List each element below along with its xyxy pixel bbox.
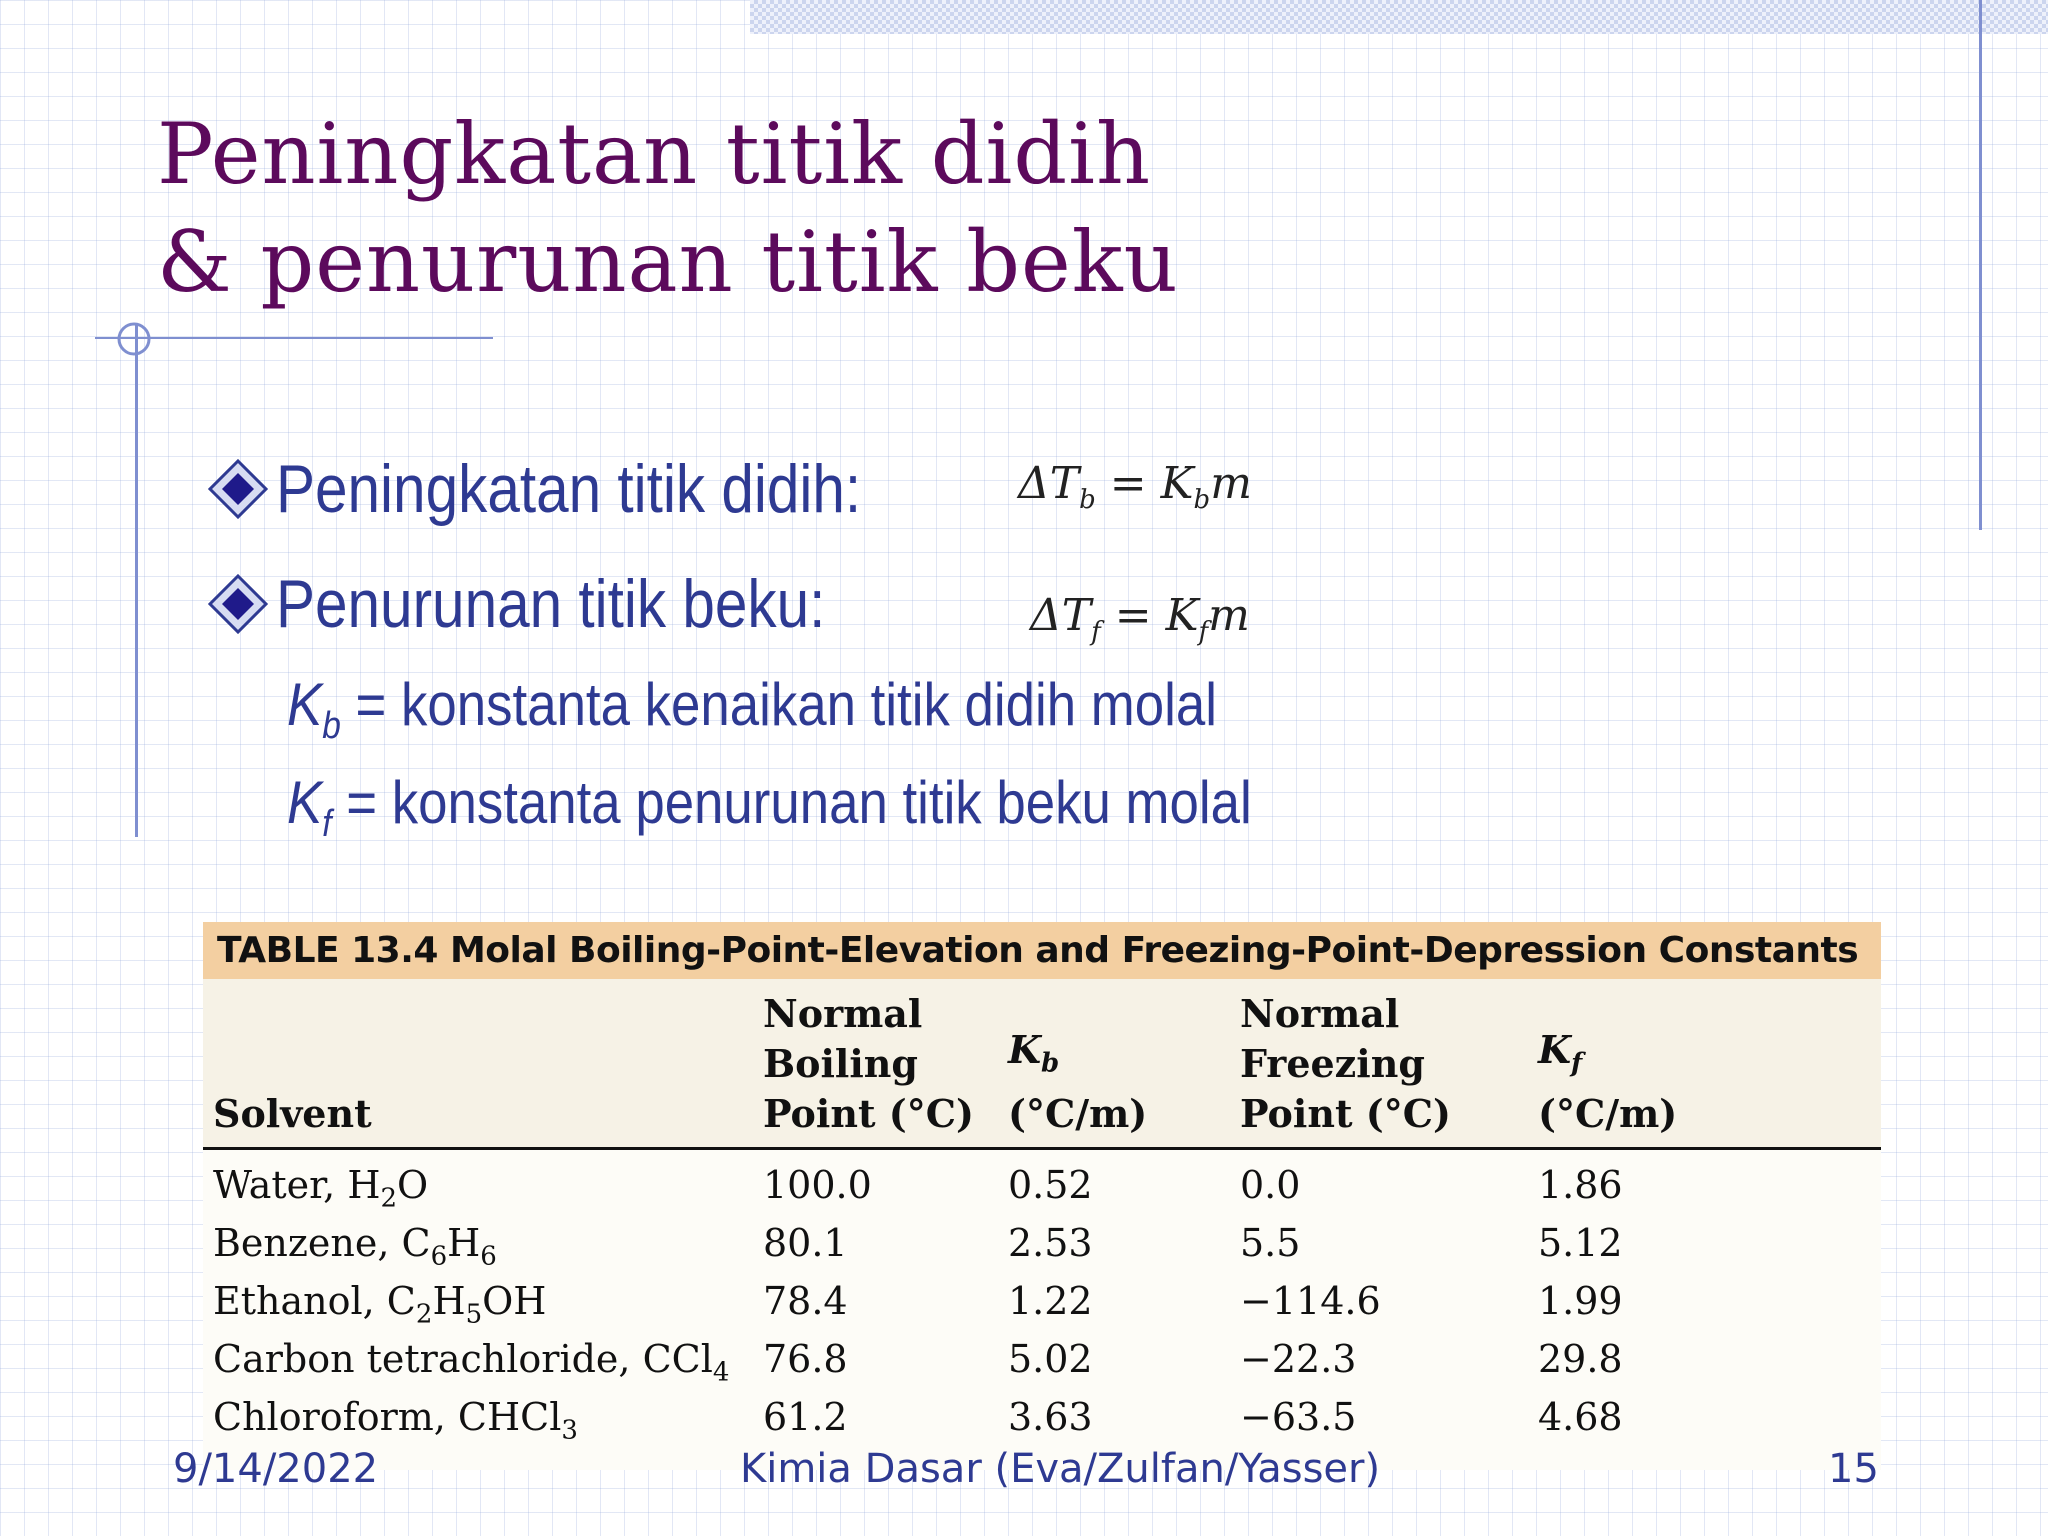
cell-boiling-point: 76.8 bbox=[763, 1337, 848, 1381]
header-kb bbox=[1008, 1025, 1147, 1139]
definition-sub: f bbox=[322, 803, 332, 845]
formula-delta-t: ΔT bbox=[1018, 458, 1080, 509]
cell-kf: 1.99 bbox=[1538, 1279, 1623, 1323]
table-row bbox=[203, 1272, 1881, 1330]
cell-freezing-point: 5.5 bbox=[1240, 1221, 1301, 1265]
footer-page-number: 15 bbox=[1828, 1446, 1879, 1492]
right-accent-line bbox=[1979, 0, 1982, 530]
slide-title-line-1: Peningkatan titik didih bbox=[157, 105, 1152, 203]
formula-k: K bbox=[1160, 458, 1194, 509]
header-line: Point (°C) bbox=[763, 1091, 974, 1136]
table-header bbox=[203, 979, 1881, 1150]
table-row bbox=[203, 1388, 1881, 1446]
cell-kb: 0.52 bbox=[1008, 1163, 1093, 1207]
cell-kb: 2.53 bbox=[1008, 1221, 1093, 1265]
header-freezing-point bbox=[1240, 989, 1451, 1139]
table-body bbox=[203, 1150, 1881, 1470]
top-pattern-band bbox=[750, 0, 2048, 34]
footer-center: Kimia Dasar (Eva/Zulfan/Yasser) bbox=[740, 1446, 1381, 1492]
cell-kf: 4.68 bbox=[1538, 1395, 1623, 1439]
constants-table bbox=[203, 922, 1881, 1470]
formula-m: m bbox=[1210, 458, 1252, 509]
diamond-bullet-icon bbox=[208, 459, 268, 519]
cell-kb: 5.02 bbox=[1008, 1337, 1093, 1381]
header-symbol: K bbox=[1008, 1027, 1042, 1073]
cell-freezing-point: 0.0 bbox=[1240, 1163, 1301, 1207]
definition-symbol: K bbox=[287, 769, 323, 836]
cell-solvent: Benzene, $C_6H_6$ bbox=[213, 1221, 497, 1272]
cell-kf: 5.12 bbox=[1538, 1221, 1623, 1265]
crosshair-icon bbox=[113, 318, 155, 360]
header-sub: f bbox=[1571, 1049, 1583, 1079]
cell-freezing-point: −114.6 bbox=[1240, 1279, 1381, 1323]
header-symbol: K bbox=[1538, 1027, 1572, 1073]
cell-boiling-point: 61.2 bbox=[763, 1395, 848, 1439]
definition-text: = konstanta kenaikan titik didih molal bbox=[340, 671, 1217, 738]
header-sub: b bbox=[1041, 1049, 1060, 1079]
table-row bbox=[203, 1156, 1881, 1214]
diamond-bullet-icon bbox=[208, 574, 268, 634]
cell-solvent: Carbon tetrachloride, CCl$_4$ bbox=[213, 1337, 730, 1388]
header-solvent: Solvent bbox=[213, 1091, 372, 1136]
bullet-text: Peningkatan titik didih: bbox=[276, 451, 862, 527]
formula-k: K bbox=[1165, 590, 1199, 641]
header-unit: (°C/m) bbox=[1538, 1091, 1678, 1136]
table-row bbox=[203, 1214, 1881, 1272]
formula-sub: b bbox=[1193, 484, 1211, 515]
header-line: Freezing bbox=[1240, 1041, 1425, 1086]
cell-freezing-point: −63.5 bbox=[1240, 1395, 1357, 1439]
header-boiling-point bbox=[763, 989, 974, 1139]
header-line: Point (°C) bbox=[1240, 1091, 1451, 1136]
cell-solvent: Ethanol, $C_2H_5OH$ bbox=[213, 1279, 547, 1330]
cell-kf: 29.8 bbox=[1538, 1337, 1623, 1381]
bullet-text: Penurunan titik beku: bbox=[276, 566, 826, 642]
formula-sub: b bbox=[1079, 484, 1096, 515]
formula-m: m bbox=[1208, 590, 1250, 641]
cell-boiling-point: 78.4 bbox=[763, 1279, 848, 1323]
cell-solvent: Chloroform, CHCl$_3$ bbox=[213, 1395, 578, 1446]
definition-text: = konstanta penurunan titik beku molal bbox=[331, 769, 1252, 836]
bullet-freezing-point bbox=[208, 565, 915, 643]
boiling-formula bbox=[1018, 458, 1252, 515]
cell-solvent: Water, $H_2O$ bbox=[213, 1163, 429, 1214]
cell-kf: 1.86 bbox=[1538, 1163, 1623, 1207]
formula-equals: = bbox=[1109, 458, 1147, 509]
header-kf bbox=[1538, 1025, 1677, 1139]
left-accent-line bbox=[135, 325, 138, 837]
definition-sub: b bbox=[322, 705, 341, 747]
header-unit: (°C/m) bbox=[1008, 1091, 1148, 1136]
header-line: Normal bbox=[763, 991, 923, 1036]
definition-kb bbox=[287, 670, 1217, 748]
cell-freezing-point: −22.3 bbox=[1240, 1337, 1357, 1381]
slide-title bbox=[157, 100, 1179, 316]
cell-kb: 1.22 bbox=[1008, 1279, 1093, 1323]
bullet-boiling-point bbox=[208, 450, 956, 528]
cell-kb: 3.63 bbox=[1008, 1395, 1093, 1439]
header-line: Boiling bbox=[763, 1041, 918, 1086]
formula-delta-t: ΔT bbox=[1030, 590, 1092, 641]
definition-symbol: K bbox=[287, 671, 323, 738]
table-caption: TABLE 13.4 Molal Boiling-Point-Elevation and Freezing-Point-Depression Constants bbox=[203, 922, 1881, 979]
footer-date: 9/14/2022 bbox=[173, 1446, 379, 1492]
cell-boiling-point: 100.0 bbox=[763, 1163, 872, 1207]
freezing-formula bbox=[1030, 590, 1250, 647]
formula-sub: f bbox=[1198, 616, 1209, 647]
cell-boiling-point: 80.1 bbox=[763, 1221, 848, 1265]
formula-sub: f bbox=[1091, 616, 1101, 647]
header-line: Normal bbox=[1240, 991, 1400, 1036]
formula-equals: = bbox=[1114, 590, 1152, 641]
slide-title-line-2: & penurunan titik beku bbox=[157, 213, 1179, 311]
definition-kf bbox=[287, 768, 1252, 846]
table-row bbox=[203, 1330, 1881, 1388]
